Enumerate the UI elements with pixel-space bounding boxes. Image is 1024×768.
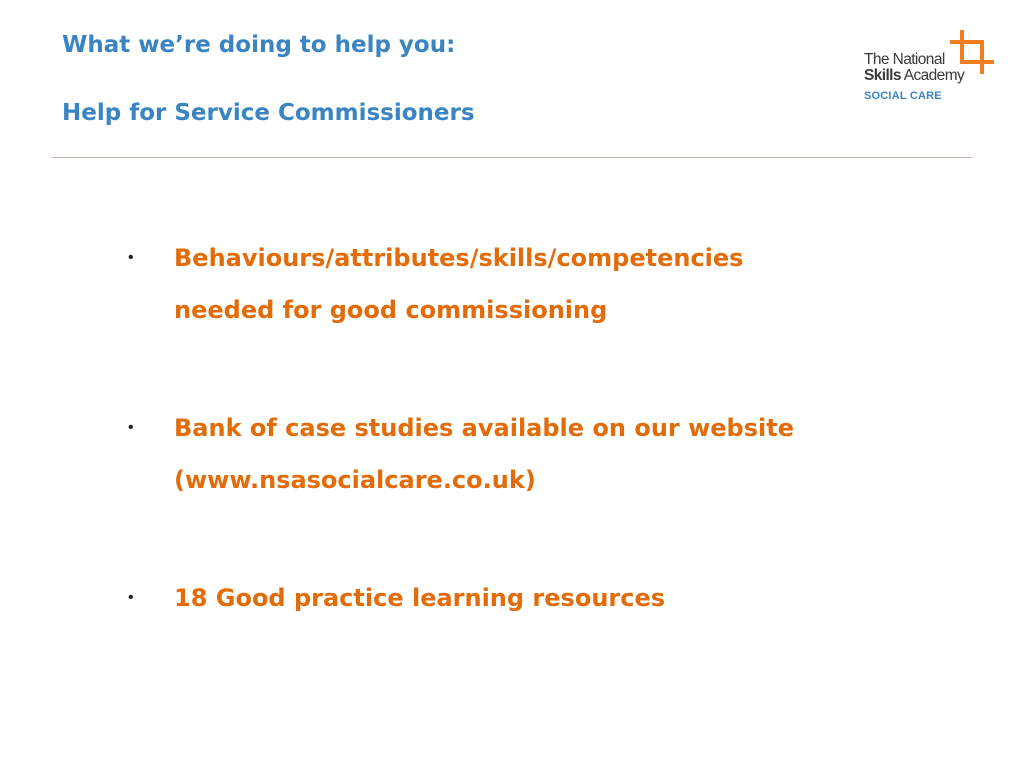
logo-line-2-bold: Skills	[864, 67, 901, 84]
bullet-text-line: 18 Good practice learning resources	[174, 584, 666, 612]
bullet-marker: •	[128, 419, 134, 436]
logo-line-1: The National	[864, 51, 945, 68]
crop-frame-icon	[948, 28, 998, 78]
bullet-text-line: Behaviours/attributes/skills/competencies	[174, 244, 744, 272]
national-skills-academy-logo	[862, 28, 1002, 108]
bullet-marker: •	[128, 249, 134, 266]
bullet-text-line: Bank of case studies available on our website	[174, 414, 794, 442]
list-item	[128, 572, 948, 624]
page-title: What we’re doing to help you:	[62, 32, 456, 58]
header-divider	[52, 157, 972, 158]
logo-subtitle: SOCIAL CARE	[864, 90, 942, 102]
bullet-text-line: needed for good commissioning	[174, 296, 608, 324]
bullet-text-line: (www.nsasocialcare.co.uk)	[174, 466, 536, 494]
bullet-marker: •	[128, 589, 134, 606]
list-item	[128, 232, 948, 336]
logo-line-2-rest: Academy	[900, 67, 965, 84]
bullet-list	[128, 232, 948, 624]
page-subtitle: Help for Service Commissioners	[62, 100, 475, 126]
list-item	[128, 402, 948, 506]
